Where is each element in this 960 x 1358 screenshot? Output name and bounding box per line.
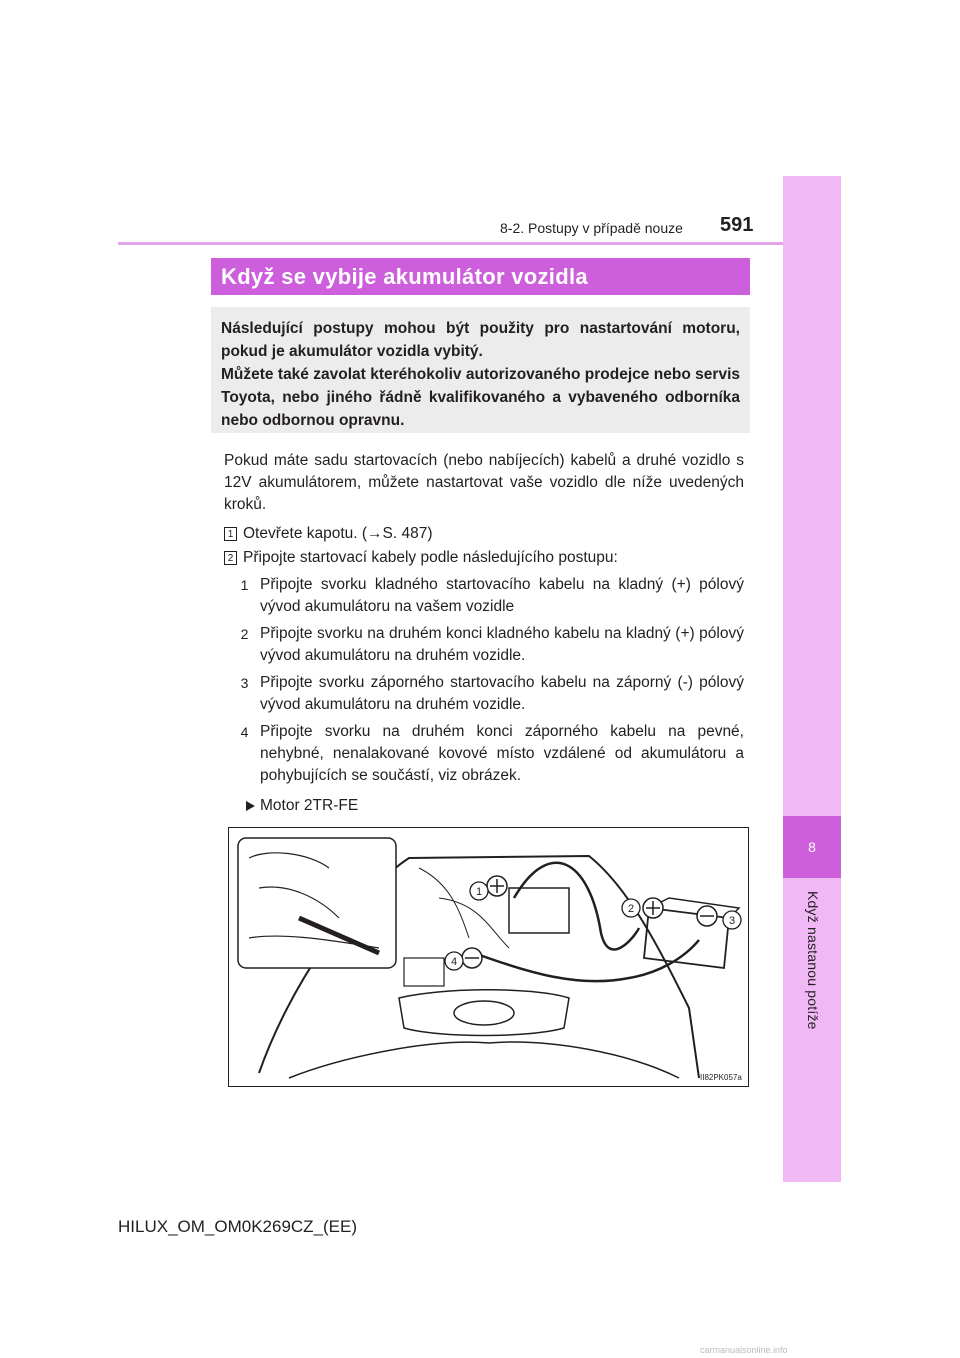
substep-text: Připojte svorku na druhém konci kladného kabelu na kladný (+) pólový vývod akumulátoru na druhém vozidle. [260, 625, 744, 664]
substep-text: Připojte svorku záporného startovacího kabelu na záporný (-) pólový vývod akumulátoru na druhém vozidle. [260, 674, 744, 713]
substep-text: Připojte svorku na druhém konci záporného kabelu na pevné, nehybné, nenalakované kovové místo vzdálené od akumulátoru a pohybujících se součástí, viz obrázek. [260, 723, 744, 784]
section-reference: 8-2. Postupy v případě nouze [500, 220, 683, 236]
substep-number: 4 [240, 724, 249, 740]
figure-code: II82PK057a [700, 1073, 742, 1082]
engine-bay-drawing [229, 828, 749, 1087]
step-number-box: 1 [224, 527, 237, 541]
intro-paragraph-1: Následující postupy mohou být použity pro nastartování motoru, pokud je akumulátor vozidla vybitý. [221, 320, 740, 360]
step-text: Otevřete kapotu. (→S. 487) [243, 525, 433, 542]
substep-number: 3 [240, 675, 249, 691]
substep-number: 2 [240, 626, 249, 642]
header-divider [118, 242, 783, 245]
document-footer: HILUX_OM_OM0K269CZ_(EE) [118, 1217, 358, 1236]
page-number: 591 [720, 214, 754, 236]
triangle-bullet-icon [246, 801, 255, 811]
section-title: Když se vybije akumulátor vozidla [211, 258, 750, 295]
engine-label: Motor 2TR-FE [260, 797, 359, 814]
body-paragraph: Pokud máte sadu startovacích (nebo nabíjecích) kabelů a druhé vozidlo s 12V akumulátorem, můžete nastartovat vaše vozidlo dle níže uvedených kroků. [224, 452, 744, 513]
intro-box [211, 307, 750, 433]
callout-2: 2 [627, 903, 635, 915]
substep-number: 1 [240, 577, 249, 593]
callout-4: 4 [450, 956, 458, 968]
engine-bay-illustration [228, 827, 749, 1087]
callout-1: 1 [475, 886, 483, 898]
intro-paragraph-2: Můžete také zavolat kteréhokoliv autorizovaného prodejce nebo servis Toyota, nebo jiného řádně kvalifikovaného a vybaveného odborníka nebo odbornou opravnu. [221, 366, 740, 429]
chapter-title: Když nastanou potíže [805, 891, 821, 1030]
step-number-box: 2 [224, 551, 237, 565]
callout-3: 3 [728, 915, 736, 927]
watermark: carmanualsonline.info [700, 1345, 788, 1355]
step-text: Připojte startovací kabely podle následujícího postupu: [243, 549, 618, 566]
chapter-side-tab [783, 176, 841, 1182]
chapter-number: 8 [783, 816, 841, 878]
substep-text: Připojte svorku kladného startovacího kabelu na kladný (+) pólový vývod akumulátoru na vašem vozidle [260, 576, 744, 615]
